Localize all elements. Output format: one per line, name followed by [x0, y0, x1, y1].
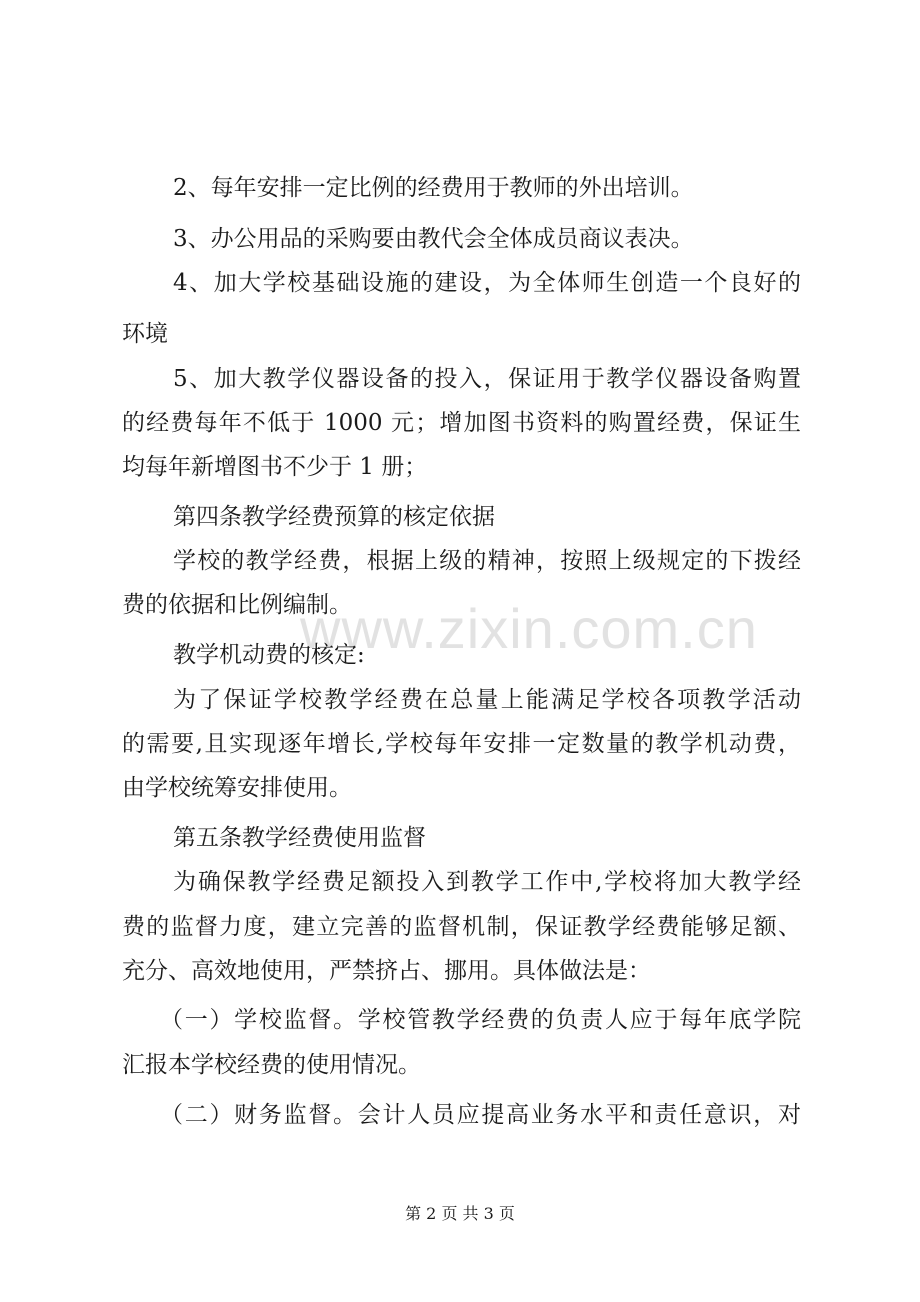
text-line: 充分、高效地使用，严禁挤占、挪用。具体做法是：: [122, 958, 651, 984]
text-line: 费的依据和比例编制。: [122, 592, 352, 618]
text-line: 费的监督力度，建立完善的监督机制，保证教学经费能够足额、: [122, 914, 801, 940]
text-line: 5、加大教学仪器设备的投入，保证用于教学仪器设备购置: [173, 366, 801, 392]
section-heading: 第四条教学经费预算的核定依据: [173, 504, 495, 530]
text-line: 的需要,且实现逐年增长,学校每年安排一定数量的教学机动费，: [122, 731, 801, 757]
text-line: 3、办公用品的采购要由教代会全体成员商议表决。: [173, 226, 694, 252]
text-line: 为了保证学校教学经费在总量上能满足学校各项教学活动: [173, 687, 801, 713]
text-line: 2、每年安排一定比例的经费用于教师的外出培训。: [173, 175, 694, 201]
text-line: 汇报本学校经费的使用情况。: [122, 1052, 421, 1078]
watermark: www.zixin.com.cn: [300, 597, 758, 660]
text-line: 环境: [122, 321, 168, 347]
text-line: 由学校统筹安排使用。: [122, 775, 352, 801]
text-line: 4、加大学校基础设施的建设，为全体师生创造一个良好的: [173, 270, 801, 296]
text-line: 为确保教学经费足额投入到教学工作中,学校将加大教学经: [173, 869, 801, 895]
text-line: 的经费每年不低于 1000 元；增加图书资料的购置经费，保证生: [122, 410, 801, 436]
text-line: 均每年新增图书不少于 1 册；: [122, 454, 428, 480]
section-heading: 第五条教学经费使用监督: [173, 825, 426, 851]
text-line: 学校的教学经费，根据上级的精神，按照上级规定的下拨经: [173, 548, 801, 574]
text-line: （一）学校监督。学校管教学经费的负责人应于每年底学院: [160, 1007, 801, 1033]
page-footer: 第 2 页 共 3 页: [405, 1204, 515, 1223]
text-line: 教学机动费的核定:: [173, 642, 365, 668]
text-line: （二）财务监督。会计人员应提高业务水平和责任意识，对: [160, 1102, 801, 1128]
